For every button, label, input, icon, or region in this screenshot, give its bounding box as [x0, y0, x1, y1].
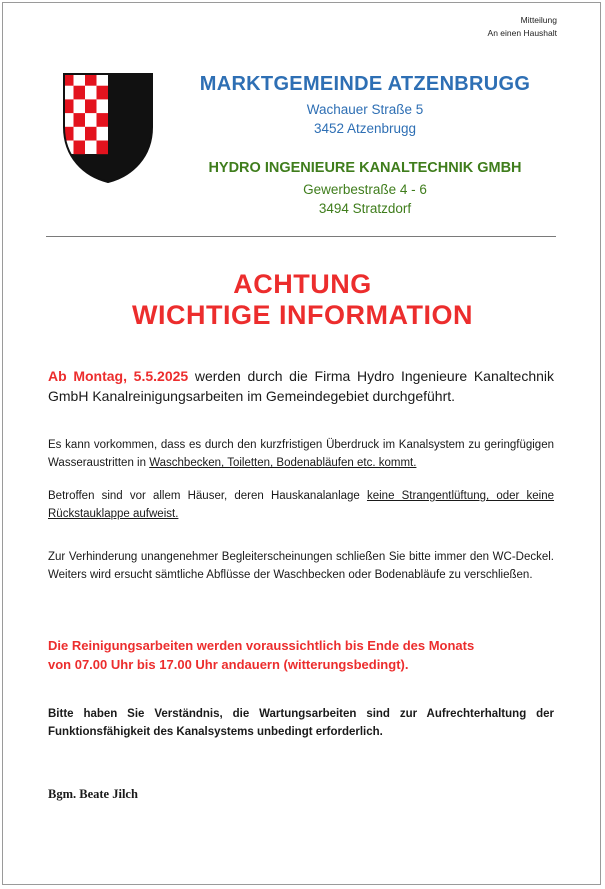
headline-line1: ACHTUNG	[233, 269, 372, 299]
company-street: Gewerbestraße 4 - 6	[303, 182, 427, 197]
coat-of-arms-icon	[62, 72, 154, 184]
company-name: HYDRO INGENIEURE KANALTECHNIK GMBH	[208, 160, 522, 176]
overpressure-paragraph	[48, 436, 554, 472]
company-city: 3494 Stratzdorf	[318, 201, 412, 216]
affected-houses-paragraph	[48, 487, 554, 523]
mayor-signature: Bgm. Beate Jilch	[48, 787, 138, 801]
start-date: Ab Montag, 5.5.2025	[48, 368, 189, 384]
understanding-paragraph: Bitte haben Sie Verständnis, die Wartungsarbeiten sind zur Aufrechterhaltung der Funktionsfähigkeit des Kanalsystems unbedingt erforderlich.	[48, 708, 554, 738]
notice-type-label: Mitteilung	[520, 15, 557, 25]
municipality-street: Wachauer Straße 5	[306, 102, 424, 117]
schedule-line1: Die Reinigungsarbeiten werden voraussichtlich bis Ende des Monats	[48, 638, 475, 653]
overpressure-text: Es kann vorkommen, dass es durch den kurzfristigen Überdruck im Kanalsystem zu geringfügigen Wasseraustritten in	[48, 439, 554, 469]
municipality-header	[160, 73, 570, 138]
affected-conditions: keine Strangentlüftung, oder keine Rückstauklappe aufweist.	[48, 490, 555, 520]
prevention-paragraph: Zur Verhinderung unangenehmer Begleiterscheinungen schließen Sie bitte immer den WC-Deckel. Weiters wird ersucht sämtliche Abflüsse der Waschbecken oder Bodenabläufe zu verschließen.	[48, 551, 554, 581]
intro-paragraph	[48, 366, 554, 406]
company-header	[160, 160, 570, 218]
schedule-paragraph	[48, 636, 554, 674]
intro-text: werden durch die Firma Hydro Ingenieure Kanaltechnik GmbH Kanalreinigungsarbeiten im Gemeindegebiet durchgeführt.	[48, 368, 555, 404]
municipality-city: 3452 Atzenbrugg	[313, 121, 417, 136]
municipality-name: MARKTGEMEINDE ATZENBRUGG	[199, 73, 531, 95]
affected-fixtures: Waschbecken, Toiletten, Bodenabläufen etc. kommt.	[149, 457, 417, 469]
recipient-label: An einen Haushalt	[487, 28, 557, 38]
affected-houses-text: Betroffen sind vor allem Häuser, deren Hauskanalanlage	[48, 490, 367, 502]
header-divider	[46, 236, 556, 237]
headline	[0, 269, 605, 331]
distribution-note	[488, 14, 557, 40]
schedule-line2: von 07.00 Uhr bis 17.00 Uhr andauern (witterungsbedingt).	[48, 657, 409, 672]
headline-line2: WICHTIGE INFORMATION	[132, 300, 473, 330]
